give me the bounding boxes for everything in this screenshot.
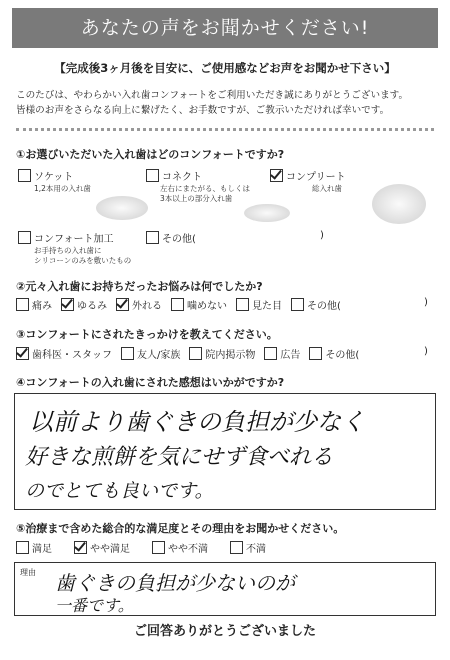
q5-reason-box[interactable] xyxy=(14,562,436,616)
q3-option-dental-staff[interactable] xyxy=(16,346,112,361)
q5-reason-line-1: 歯ぐきの負担が少ないのが xyxy=(55,571,295,595)
q2-option-loose[interactable] xyxy=(61,297,107,312)
q4-answer-line-1: 以前より歯ぐきの負担が少なく xyxy=(29,408,365,436)
q1-other-close: ) xyxy=(320,230,324,241)
question-2-title: ②元々入れ歯にお持ちだったお悩みは何でしたか? xyxy=(16,280,263,293)
q2-option-falls-out[interactable] xyxy=(116,297,162,312)
q5-dissatisfied-checkbox[interactable] xyxy=(230,541,243,554)
q2-pain-checkbox[interactable] xyxy=(16,298,29,311)
q1-connect-note-1: 左右にまたがる、もしくは xyxy=(160,184,250,193)
q1-complete-label: コンプリート xyxy=(286,172,346,183)
socket-denture-image xyxy=(96,196,148,220)
q2-falls-out-checkbox[interactable] xyxy=(116,298,129,311)
connect-denture-image xyxy=(244,204,290,222)
intro-text xyxy=(16,88,436,118)
q1-processing-note-1: お手持ちの入れ歯に xyxy=(34,246,102,255)
q3-option-ad[interactable] xyxy=(264,346,300,361)
q5-options-row xyxy=(16,540,275,555)
q4-answer-line-2: 好きな煎餅を気にせず食べれる xyxy=(25,445,334,470)
q2-other-close: ) xyxy=(424,297,428,308)
q3-clinic-poster-label: 院内掲示物 xyxy=(205,350,256,361)
q5-dissatisfied-label: 不満 xyxy=(246,544,266,555)
q1-complete-checkbox[interactable] xyxy=(270,169,283,182)
q1-processing-label: コンフォート加工 xyxy=(34,234,114,245)
question-1-title: ①お選びいただいた入れ歯はどのコンフォートですか? xyxy=(16,148,285,161)
q1-connect-note-2: 3本以上の部分入れ歯 xyxy=(160,194,233,203)
q1-other-label: その他( xyxy=(162,234,196,245)
q5-option-somewhat-dissatisfied[interactable] xyxy=(152,540,208,555)
q3-option-other[interactable] xyxy=(309,346,359,361)
q2-loose-checkbox[interactable] xyxy=(61,298,74,311)
q1-option-socket[interactable] xyxy=(18,168,73,183)
q5-reason-line-2: 一番です。 xyxy=(55,596,134,615)
dotted-divider xyxy=(16,128,434,131)
q1-option-complete[interactable] xyxy=(270,168,346,183)
q2-falls-out-label: 外れる xyxy=(132,301,162,312)
q3-dental-staff-label: 歯科医・スタッフ xyxy=(32,350,112,361)
survey-banner xyxy=(12,8,438,48)
q1-socket-label: ソケット xyxy=(34,172,74,183)
thank-you-footer: ご回答ありがとうございました xyxy=(133,624,316,639)
q2-cannot-chew-label: 噛めない xyxy=(187,301,227,312)
q2-appearance-checkbox[interactable] xyxy=(236,298,249,311)
q3-option-friend-family[interactable] xyxy=(121,346,180,361)
q1-connect-note xyxy=(160,184,250,204)
intro-line-2: 皆様のお声をさらなる向上に繋げたく、お手数ですが、ご教示いただければ幸いです。 xyxy=(16,105,390,116)
q1-processing-note xyxy=(34,246,131,266)
q2-appearance-label: 見た目 xyxy=(252,301,282,312)
q1-option-comfort-processing[interactable] xyxy=(18,230,114,245)
q5-satisfied-checkbox[interactable] xyxy=(16,541,29,554)
q2-loose-label: ゆるみ xyxy=(77,301,107,312)
question-3-title: ③コンフォートにされたきっかけを教えてください。 xyxy=(16,328,278,341)
q2-pain-label: 痛み xyxy=(32,301,52,312)
intro-line-1: このたびは、やわらかい入れ歯コンフォートをご利用いただき誠にありがとうございます。 xyxy=(16,90,409,101)
q5-satisfied-label: 満足 xyxy=(32,544,52,555)
q3-dental-staff-checkbox[interactable] xyxy=(16,347,29,360)
q2-other-label: その他( xyxy=(307,301,341,312)
q2-option-pain[interactable] xyxy=(16,297,52,312)
q2-option-cannot-chew[interactable] xyxy=(171,297,227,312)
q5-reason-label: 理由 xyxy=(20,568,36,577)
q3-other-close: ) xyxy=(424,346,428,357)
q5-somewhat-dissatisfied-checkbox[interactable] xyxy=(152,541,165,554)
q5-option-dissatisfied[interactable] xyxy=(230,540,266,555)
q1-option-connect[interactable] xyxy=(146,168,202,183)
banner-title: あなたの声をお聞かせください! xyxy=(80,17,370,39)
q1-socket-checkbox[interactable] xyxy=(18,169,31,182)
subheading: 【完成後3ヶ月後を目安に、ご使用感などお声をお聞かせ下さい】 xyxy=(54,61,396,75)
q1-connect-label: コネクト xyxy=(162,172,202,183)
q3-options-row xyxy=(16,346,368,361)
q5-somewhat-satisfied-checkbox[interactable] xyxy=(74,541,87,554)
question-5-title: ⑤治療まで含めた総合的な満足度とその理由をお聞かせください。 xyxy=(16,522,345,535)
q2-cannot-chew-checkbox[interactable] xyxy=(171,298,184,311)
q5-option-somewhat-satisfied[interactable] xyxy=(74,540,130,555)
q3-ad-checkbox[interactable] xyxy=(264,347,277,360)
q3-other-label: その他( xyxy=(325,350,360,361)
q1-option-other[interactable] xyxy=(146,230,196,245)
q2-option-appearance[interactable] xyxy=(236,297,282,312)
q2-options-row xyxy=(16,297,350,312)
q4-answer-line-3: のでとても良いです。 xyxy=(25,480,214,502)
q5-somewhat-satisfied-label: やや満足 xyxy=(90,544,130,555)
q1-complete-note: 総入れ歯 xyxy=(312,184,342,193)
q3-friend-family-checkbox[interactable] xyxy=(121,347,134,360)
q1-connect-checkbox[interactable] xyxy=(146,169,159,182)
q3-clinic-poster-checkbox[interactable] xyxy=(189,347,202,360)
complete-denture-image xyxy=(372,184,426,224)
q1-processing-note-2: シリコーンのみを敷いたもの xyxy=(34,256,132,265)
q3-option-clinic-poster[interactable] xyxy=(189,346,255,361)
q3-ad-label: 広告 xyxy=(280,350,301,361)
q1-other-checkbox[interactable] xyxy=(146,231,159,244)
q1-socket-note: 1,2本用の入れ歯 xyxy=(34,184,91,193)
q1-processing-checkbox[interactable] xyxy=(18,231,31,244)
q3-other-checkbox[interactable] xyxy=(309,347,322,360)
q5-somewhat-dissatisfied-label: やや不満 xyxy=(168,544,208,555)
q5-option-satisfied[interactable] xyxy=(16,540,52,555)
q2-option-other[interactable] xyxy=(291,297,341,312)
q4-answer-box[interactable] xyxy=(14,393,436,510)
q2-other-checkbox[interactable] xyxy=(291,298,304,311)
q3-friend-family-label: 友人/家族 xyxy=(137,350,181,361)
question-4-title: ④コンフォートの入れ歯にされた感想はいかがですか? xyxy=(16,376,285,389)
